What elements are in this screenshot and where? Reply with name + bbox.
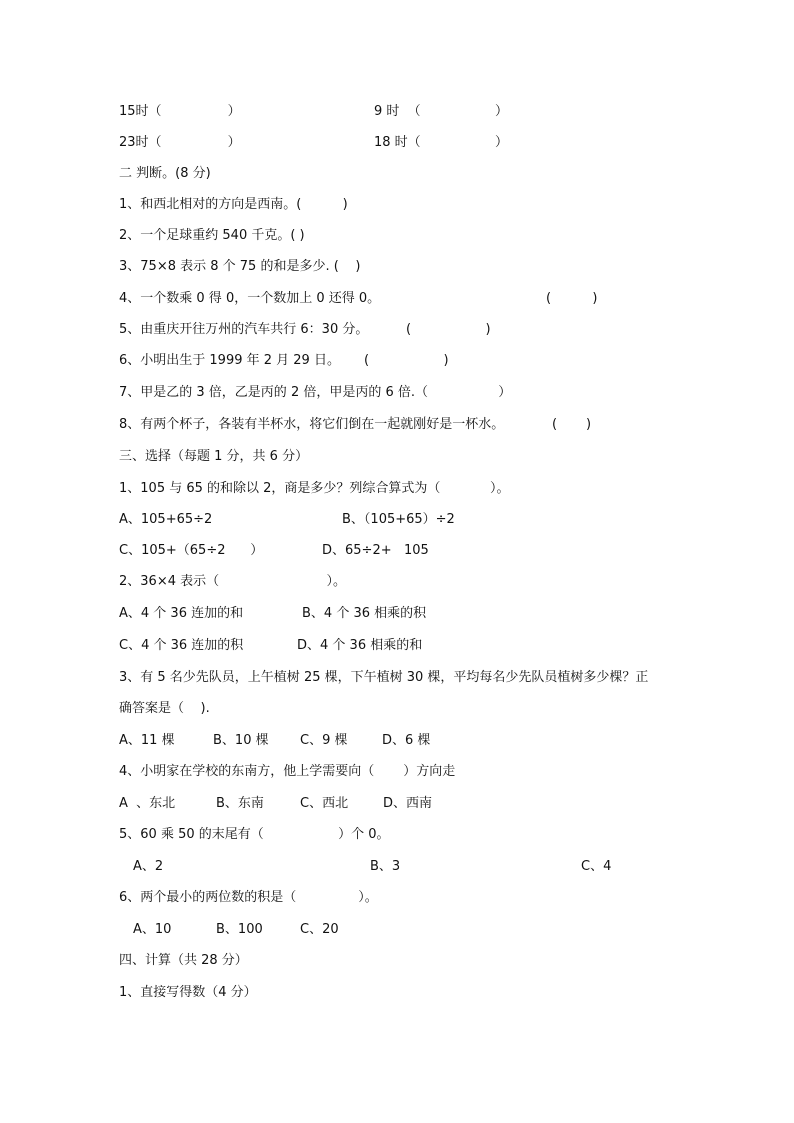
choice-q6-option-a: A、10 [133,922,172,937]
choice-q4: 4、小明家在学校的东南方，他上学需要向（ ）方向走 [119,764,456,779]
choice-q2-option-d: D、4 个 36 相乘的和 [297,638,423,653]
calc-sub-1: 1、直接写得数（4 分） [119,985,257,1000]
choice-q6-option-c: C、20 [300,922,339,937]
section-4-heading: 四、计算（共 28 分） [119,953,248,968]
choice-q3-option-c: C、9 棵 [300,733,348,748]
choice-q5-option-c: C、4 [581,859,612,874]
judge-item-6-paren: ( ) [364,353,449,368]
time-row-2-right: 18 时（ ） [374,135,509,150]
choice-q3-line-1: 3、有 5 名少先队员，上午植树 25 棵，下午植树 30 棵，平均每名少先队员植树多少棵？正 [119,670,649,685]
choice-q5-option-b: B、3 [370,859,401,874]
choice-q4-option-d: D、西南 [383,796,433,811]
choice-q2-option-c: C、4 个 36 连加的积 [119,638,244,653]
judge-item-6: 6、小明出生于 1999 年 2 月 29 日。 [119,353,340,368]
choice-q1: 1、105 与 65 的和除以 2，商是多少？列综合算式为（ ）。 [119,481,510,496]
choice-q5-option-a: A、2 [133,859,164,874]
judge-item-2: 2、一个足球重约 540 千克。( ) [119,228,305,243]
judge-item-1: 1、和西北相对的方向是西南。( ) [119,197,348,212]
judge-item-8-paren: ( ) [552,417,592,432]
choice-q1-option-a: A、105+65÷2 [119,512,213,527]
choice-q1-option-d: D、65÷2+ 105 [322,543,429,558]
choice-q1-option-b: B、（105+65）÷2 [342,512,455,527]
choice-q2-option-a: A、4 个 36 连加的和 [119,606,244,621]
section-2-heading: 二 判断。(8 分) [119,166,211,181]
choice-q3-line-2: 确答案是（ ). [119,701,210,716]
choice-q5: 5、60 乘 50 的末尾有（ ）个 0。 [119,827,390,842]
choice-q6-option-b: B、100 [216,922,263,937]
judge-item-5: 5、由重庆开往万州的汽车共行 6：30 分。 [119,322,369,337]
judge-item-7: 7、甲是乙的 3 倍，乙是丙的 2 倍，甲是丙的 6 倍.（ ） [119,385,512,400]
choice-q1-option-c: C、105+（65÷2 ） [119,543,264,558]
time-row-2-left: 23时（ ） [119,135,241,150]
choice-q4-option-b: B、东南 [216,796,264,811]
judge-item-4-paren: ( ) [546,291,598,306]
choice-q2-option-b: B、4 个 36 相乘的积 [302,606,427,621]
choice-q4-option-c: C、西北 [300,796,349,811]
choice-q4-option-a: A 、东北 [119,796,176,811]
choice-q2: 2、36×4 表示（ ）。 [119,574,347,589]
time-row-1-left: 15时（ ） [119,104,241,119]
time-row-1-right: 9 时 （ ） [374,104,509,119]
choice-q6: 6、两个最小的两位数的积是（ ）。 [119,890,378,905]
judge-item-3: 3、75×8 表示 8 个 75 的和是多少. ( ) [119,259,361,274]
choice-q3-option-d: D、6 棵 [382,733,431,748]
judge-item-5-paren: ( ) [406,322,491,337]
choice-q3-option-a: A、11 棵 [119,733,175,748]
choice-q3-option-b: B、10 棵 [213,733,269,748]
judge-item-8: 8、有两个杯子，各装有半杯水，将它们倒在一起就刚好是一杯水。 [119,417,505,432]
section-3-heading: 三、选择（每题 1 分，共 6 分） [119,449,309,464]
judge-item-4: 4、一个数乘 0 得 0，一个数加上 0 还得 0。 [119,291,381,306]
